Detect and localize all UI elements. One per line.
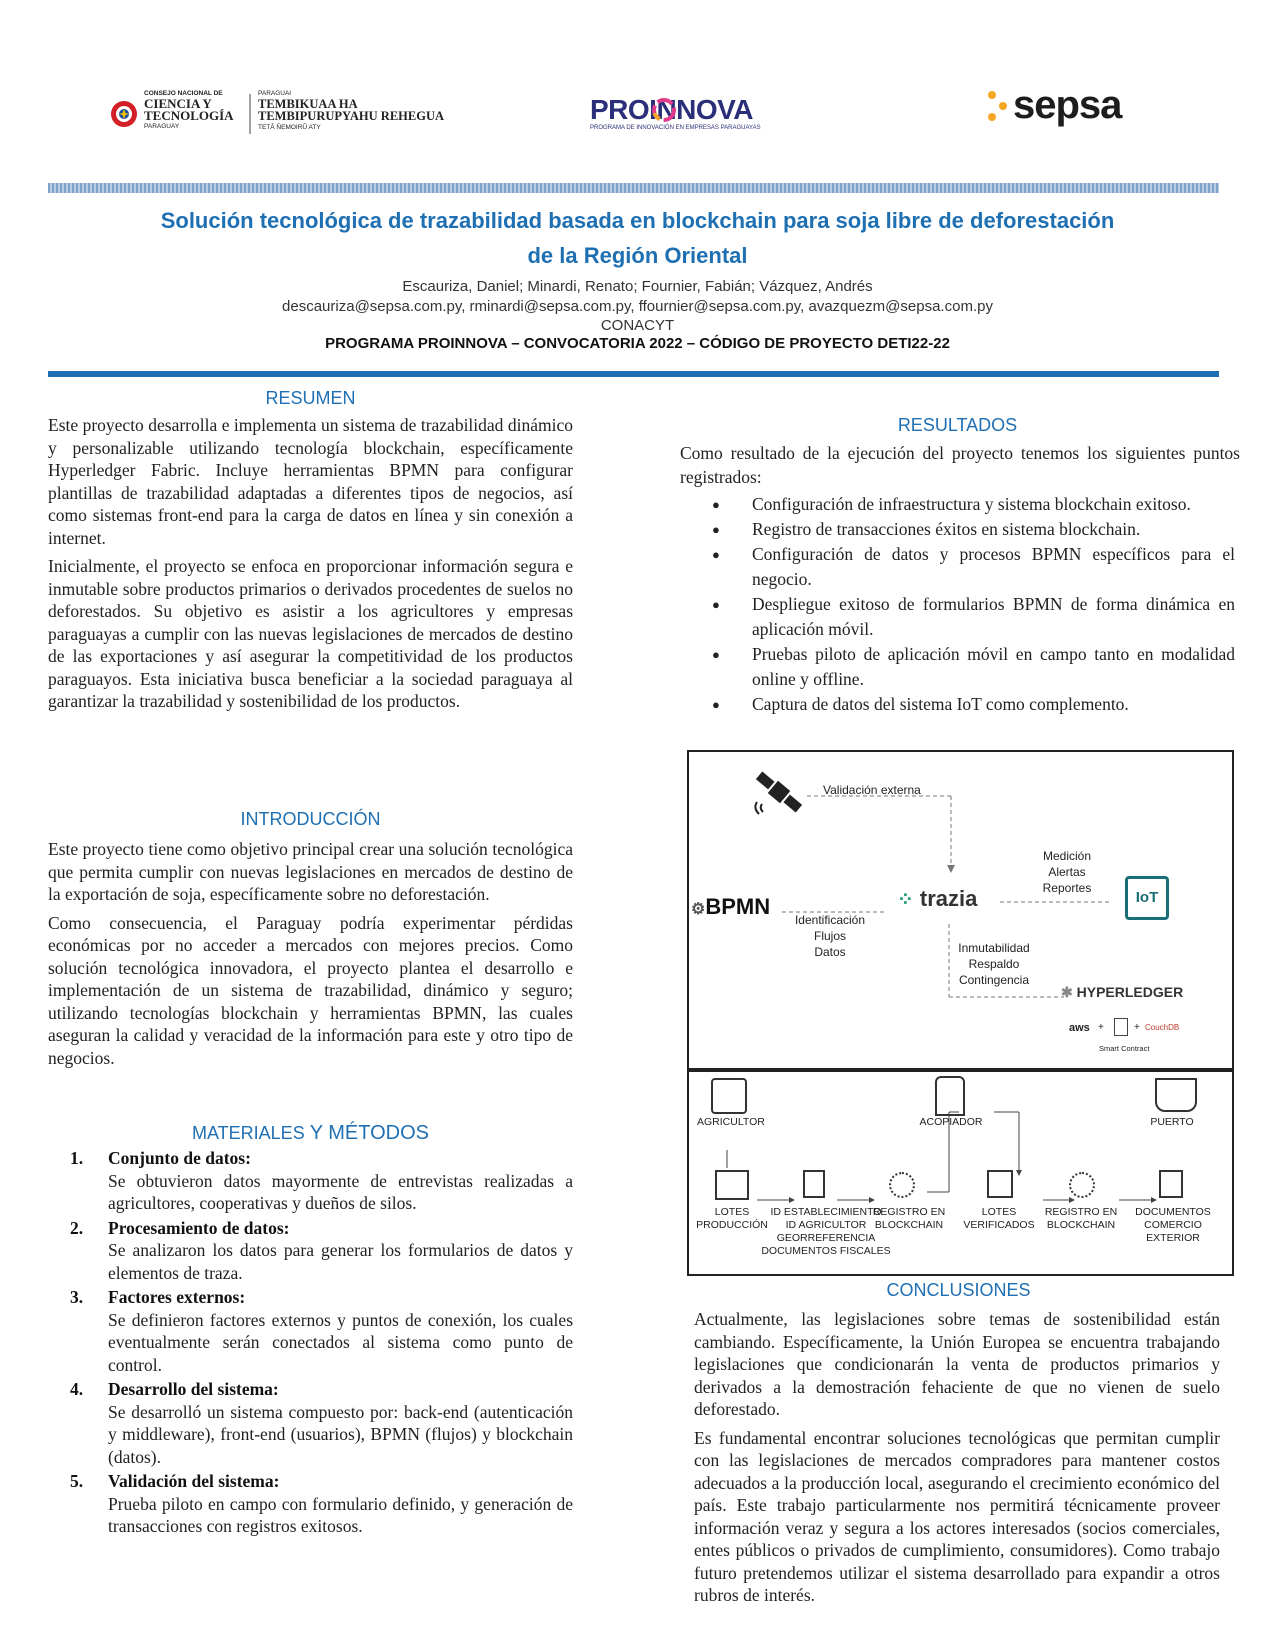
result-item: ● Configuración de datos y procesos BPMN específicos para el negocio. <box>690 542 1235 592</box>
method-num: 5. <box>70 1471 84 1491</box>
results-list <box>690 492 1235 717</box>
silo-icon <box>935 1076 965 1116</box>
resumen-heading: RESUMEN <box>265 388 356 408</box>
step-line: COMERCIO <box>1144 1219 1202 1231</box>
proinnova-logo <box>590 95 815 140</box>
method-title: Factores externos: <box>108 1287 246 1307</box>
identificacion-line: Datos <box>814 945 846 959</box>
identificacion-line: Flujos <box>813 929 846 943</box>
trazia-logo <box>897 886 977 912</box>
method-num: 2. <box>70 1217 84 1238</box>
conclusiones-p2: Es fundamental encontrar soluciones tecnológicas que permitan cumplir con las legislaciones de mercados compradores para mantener costos adecuados a la producción local, asegurando el crecimiento económico del país. Este trabajo particularmente nos permitirá técnicamente proveer información veraz y segura a los actores interesados (socios comerciales, entes públicos o privados de cumplimiento, consumidores). Como trabajo futuro pretendemos utilizar el sistema desarrollado para expandir a otros rubros de interés. <box>694 1427 1220 1605</box>
certificate-icon <box>1159 1170 1183 1198</box>
method-title: Validación del sistema: <box>108 1471 280 1491</box>
proinnova-tagline: PROGRAMA DE INNOVACIÓN EN EMPRESAS PARAGUAYAS <box>590 125 761 131</box>
resultados-heading: RESULTADOS <box>897 415 1018 435</box>
couchdb-logo: CouchDB <box>1145 1023 1180 1032</box>
step-line: REGISTRO EN <box>872 1206 946 1218</box>
method-title: Procesamiento de datos: <box>108 1217 290 1238</box>
sepsa-name: sepsa <box>1013 83 1122 127</box>
step-line: ID ESTABLECIMIENTO <box>770 1206 882 1218</box>
conclusiones-heading: CONCLUSIONES <box>886 1280 1031 1300</box>
conacyt-logo <box>110 90 490 138</box>
introduccion-p2: Como consecuencia, el Paraguay podría experimentar pérdidas económicas por no acceder a mercados con mejores precios. Como solución tecnológica innovadora, el proyecto plantea el desarrollo e implementación de un sistema de trazabilidad, dinámico y seguro; utilizando tecnologías blockchain y herramientas BPMN, las cuales aseguran la calidad y veracidad de la información para este y otro tipo de negocios. <box>48 912 573 1068</box>
step-line: LOTES <box>981 1206 1017 1218</box>
method-num: 3. <box>70 1287 84 1307</box>
step-line: LOTES <box>714 1206 750 1218</box>
method-desc: Prueba piloto en campo con formulario definido, y generación de transacciones con registros exitosos. <box>108 1493 573 1536</box>
step-label <box>869 1206 949 1232</box>
resumen-p2: Inicialmente, el proyecto se enfoca en proporcionar información segura e inmutable sobre productos primarios o derivados procedentes de suelos no deforestados. Su objetivo es asistir a los agricultores y empresas paraguayas a cumplir con las nuevas legislaciones de mercados de destino de las exportaciones y así asegurar la competitividad de los productos paraguayos. Esta iniciativa busca beneficiar a la sociedad paraguaya al garantizar la trazabilidad y sostenibilidad de los productos. <box>48 556 573 711</box>
step-line: BLOCKCHAIN <box>874 1219 944 1231</box>
step-line: PRODUCCIÓN <box>696 1219 768 1231</box>
step-line: BLOCKCHAIN <box>1046 1219 1116 1231</box>
conacyt-line1: CONSEJO NACIONAL DE <box>144 90 223 97</box>
medicion-line: Reportes <box>1042 881 1092 895</box>
trazia-dots-icon: ⁘ <box>897 889 914 911</box>
bpmn-label: BPMN <box>705 894 771 919</box>
hyperledger-label: HYPERLEDGER <box>1076 984 1184 1000</box>
result-item: ● Registro de transacciones éxitos en sistema blockchain. <box>690 517 1235 542</box>
medicion-line: Medición <box>1042 849 1092 863</box>
step-label <box>693 1206 771 1232</box>
method-num: 4. <box>70 1379 84 1399</box>
method-desc: Se definieron factores externos y puntos de conexión, los cuales eventualmente serán conectados al sistema como punto de control. <box>108 1309 573 1375</box>
medicion-line: Alertas <box>1048 865 1086 879</box>
conclusiones-p1: Actualmente, las legislaciones sobre temas de sostenibilidad están cambiando. Específicamente, la Unión Europea se encuentra trabajando legislaciones que condicionarán la venta de productos primarios y derivados a la demostración fehaciente de que no vienen de suelo deforestado. <box>694 1309 1220 1419</box>
trazia-label: trazia <box>919 886 978 911</box>
inmutabilidad-line: Respaldo <box>968 957 1020 971</box>
method-item <box>48 1470 573 1538</box>
method-title: Conjunto de datos: <box>108 1148 251 1168</box>
organization: CONACYT <box>600 317 675 334</box>
step-line: REGISTRO EN <box>1044 1206 1118 1218</box>
method-desc: Se obtuvieron datos mayormente de entrevistas realizadas a agricultores, cooperativas y dueños de silos. <box>108 1170 573 1213</box>
proinnova-ring-icon <box>652 98 676 122</box>
puerto-label: PUERTO <box>1150 1116 1194 1128</box>
medicion-label <box>1027 848 1107 896</box>
step-line: GEORREFERENCIA <box>776 1232 876 1244</box>
plus-icon: + <box>1098 1022 1104 1033</box>
truck-icon <box>715 1170 749 1200</box>
step-line: EXTERIOR <box>1146 1232 1200 1244</box>
aws-logo: aws <box>1069 1022 1090 1034</box>
method-desc: Se analizaron los datos para generar los formularios de datos y elementos de traza. <box>108 1240 573 1283</box>
bpmn-logo <box>691 894 770 920</box>
acopiador-label: ACOPIADOR <box>919 1116 983 1128</box>
ship-icon <box>1155 1078 1197 1112</box>
govt-line4: TETÃ ÑEMOIRŨ ATY <box>258 124 321 131</box>
govt-line3: TEMBIPURUPYAHU REHEGUA <box>258 109 445 123</box>
govt-line1: PARAGUAI <box>258 90 292 97</box>
inmutabilidad-line: Inmutabilidad <box>958 941 1030 955</box>
conacyt-line2: CIENCIA Y <box>144 96 212 111</box>
header-bar <box>48 371 1219 377</box>
govt-line2: TEMBIKUAA HA <box>258 97 358 111</box>
step-label <box>1041 1206 1121 1232</box>
header-stripe <box>48 183 1219 193</box>
proinnova-name: PROINNOVA <box>590 94 753 125</box>
architecture-diagram <box>687 750 1234 1070</box>
flow-diagram <box>687 1070 1234 1276</box>
method-desc: Se desarrolló un sistema compuesto por: back-end (autenticación y middleware), front-end (usuarios), BPMN (flujos) y blockchain (datos). <box>108 1401 573 1467</box>
inmutabilidad-line: Contingencia <box>958 973 1030 987</box>
conacyt-line3: TECNOLOGÍA <box>144 108 234 123</box>
bpmn-gear-icon: ⚙ <box>691 901 706 918</box>
result-item: ● Configuración de infraestructura y sistema blockchain exitoso. <box>690 492 1235 517</box>
satellite-icon <box>749 762 809 822</box>
conacyt-line4: PARAGUAY <box>144 123 180 130</box>
materiales-heading-b: Y MÉTODOS <box>309 1122 429 1144</box>
result-item: ● Despliegue exitoso de formularios BPMN de forma dinámica en aplicación móvil. <box>690 592 1235 642</box>
methods-list <box>48 1147 573 1540</box>
introduccion-body <box>48 838 573 1075</box>
sepsa-logo <box>985 85 1155 135</box>
step-line: DOCUMENTOS FISCALES <box>761 1245 891 1257</box>
result-item: ● Captura de datos del sistema IoT como complemento. <box>690 692 1235 717</box>
hyperledger-icon: ✱ <box>1061 984 1073 1000</box>
method-item <box>48 1286 573 1376</box>
step-line: VERIFICADOS <box>963 1219 1035 1231</box>
method-item <box>48 1217 573 1285</box>
method-item <box>48 1147 573 1215</box>
method-num: 1. <box>70 1148 84 1168</box>
materiales-heading <box>48 1122 573 1145</box>
title-line-2: de la Región Oriental <box>527 243 748 268</box>
identificacion-line: Identificación <box>794 913 866 927</box>
authors: Escauriza, Daniel; Minardi, Renato; Fournier, Fabián; Vázquez, Andrés <box>402 278 873 295</box>
smart-contract-label: Smart Contract <box>1099 1044 1150 1053</box>
title-line-1: Solución tecnológica de trazabilidad basada en blockchain para soja libre de deforestación <box>160 208 1115 233</box>
resultados-intro: Como resultado de la ejecución del proyecto tenemos los siguientes puntos registrados: <box>680 443 1240 487</box>
tractor-icon <box>711 1078 747 1114</box>
identificacion-label <box>785 912 875 960</box>
iot-chip-icon <box>1125 876 1169 920</box>
blockchain-icon <box>889 1172 915 1198</box>
result-item: ● Pruebas piloto de aplicación móvil en campo tanto en modalidad online y offline. <box>690 642 1235 692</box>
plus-icon: + <box>1134 1022 1140 1033</box>
blockchain-icon <box>1069 1172 1095 1198</box>
validacion-label: Validación externa <box>823 783 921 797</box>
documents-icon <box>987 1170 1013 1198</box>
step-label <box>959 1206 1039 1232</box>
smart-contract-icon <box>1114 1018 1128 1036</box>
step-line: ID AGRICULTOR <box>785 1219 867 1231</box>
emails: descauriza@sepsa.com.py, rminardi@sepsa.com.py, ffournier@sepsa.com.py, avazquezm@sepsa.com.py <box>282 298 993 315</box>
resumen-body <box>48 414 573 719</box>
introduccion-p1: Este proyecto tiene como objetivo principal crear una solución tecnológica que permita cumplir con nuevas legislaciones en mercados de destino de la exportación de soja, específicamente sobre no deforestación. <box>48 839 573 904</box>
conclusiones-body <box>694 1308 1220 1613</box>
document-icon <box>803 1170 825 1198</box>
step-label <box>1133 1206 1213 1245</box>
sepsa-dots-icon <box>985 89 1011 127</box>
method-item <box>48 1378 573 1468</box>
hyperledger-logo <box>1061 984 1183 1001</box>
resumen-p1: Este proyecto desarrolla e implementa un sistema de trazabilidad dinámico y personalizable utilizando tecnología blockchain, específicamente Hyperledger Fabric. Incluye herramientas BPMN para configurar plantillas de trazabilidad adaptadas a diferentes tipos de negocios, así como sistemas front-end para la carga de datos en línea y sin conexión a internet. <box>48 415 573 548</box>
iot-label: IoT <box>1135 889 1159 906</box>
materiales-heading-a: MATERIALES <box>192 1123 310 1143</box>
inmutabilidad-label <box>939 940 1049 988</box>
introduccion-heading: INTRODUCCIÓN <box>240 809 381 829</box>
step-line: DOCUMENTOS <box>1135 1206 1211 1218</box>
program-code: PROGRAMA PROINNOVA – CONVOCATORIA 2022 – CÓDIGO DE PROYECTO DETI22-22 <box>325 335 950 352</box>
method-title: Desarrollo del sistema: <box>108 1379 279 1399</box>
agricultor-label: AGRICULTOR <box>697 1116 765 1128</box>
